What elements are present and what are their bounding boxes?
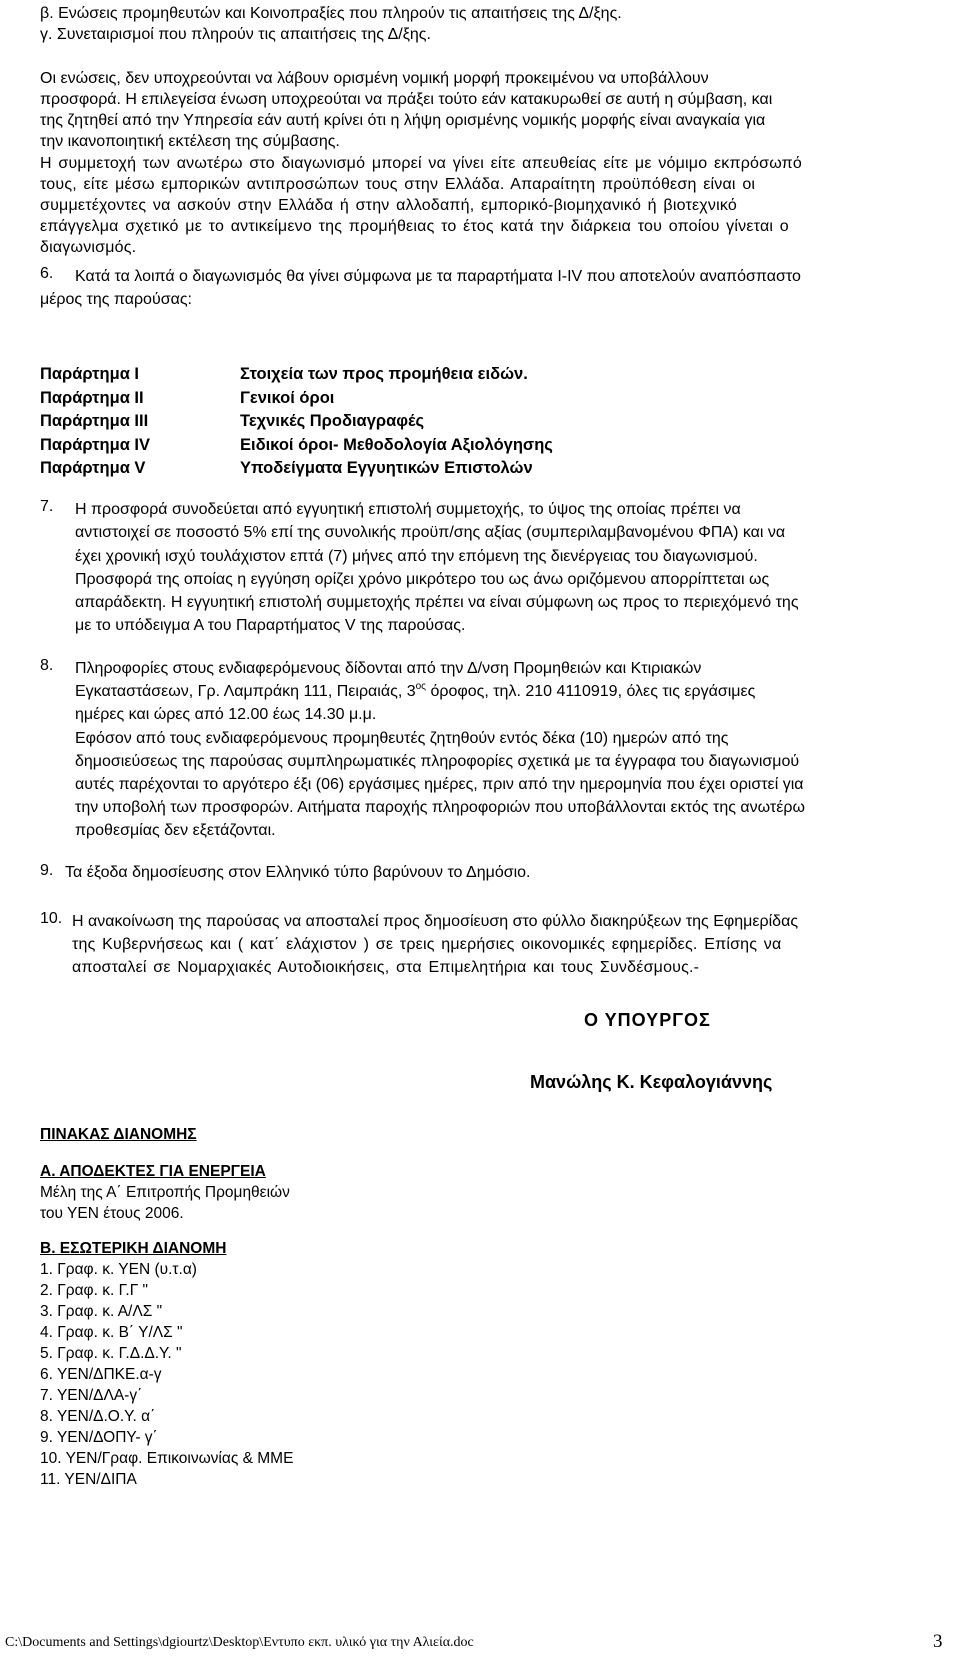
text-line: επάγγελμα σχετικό με το αντικείμενο της προμήθειας το έτος κατά την διάρκεια του οποίου γίνεται ο xyxy=(40,218,789,235)
annex-row xyxy=(40,434,740,458)
participation-paragraph xyxy=(40,153,936,258)
recipient-item: 4. Γραφ. κ. Β΄ Υ/ΛΣ " xyxy=(40,1324,183,1341)
text-line: διαγωνισμός. xyxy=(40,239,137,256)
annex-label: Παράρτημα II xyxy=(40,388,144,407)
item-7-number: 7. xyxy=(40,498,54,515)
recipient-item: 2. Γραφ. κ. Γ.Γ " xyxy=(40,1282,149,1299)
text-line: την ικανοποιητική εκτέλεση της σύμβασης. xyxy=(40,133,340,150)
distribution-table xyxy=(40,1124,460,1490)
item-8-number: 8. xyxy=(40,657,54,674)
text-line: Η ανακοίνωση της παρούσας να αποσταλεί προς δημοσίευση στο φύλλο διακηρύξεων της Εφημερίδας xyxy=(72,913,799,930)
recipient-item: 11. ΥΕΝ/ΔΙΠΑ xyxy=(40,1471,137,1488)
text-line: Προσφορά της οποίας η εγγύηση ορίζει χρόνο μικρότερο του ως άνω οριζόμενου απορρίπτεται ως xyxy=(75,570,770,588)
text-line: αντιστοιχεί σε ποσοστό 5% επί της συνολικής προϋπ/σης αξίας (συμπεριλαμβανομένου ΦΠΑ) και να xyxy=(75,524,786,542)
text-line: Η συμμετοχή των ανωτέρω στο διαγωνισμό μπορεί να γίνει είτε απευθείας είτε με νόμιμο εκπρόσωπό xyxy=(40,155,803,172)
annex-label: Παράρτημα IV xyxy=(40,435,151,454)
item-9-text xyxy=(65,862,936,883)
recipient-item: 6. ΥΕΝ/ΔΠΚΕ.α-γ xyxy=(40,1366,162,1383)
text-line xyxy=(75,680,936,703)
text-line: συμμετέχοντες να ασκούν στην Ελλάδα ή στην αλλοδαπή, εμπορικό-βιομηχανικό ή βιοτεχνικό xyxy=(40,197,737,214)
intro-item-b: β. Ενώσεις προμηθευτών και Κοινοπραξίες που πληρούν τις απαιτήσεις της Δ/ξης. xyxy=(40,5,622,22)
annex-title: Γενικοί όροι xyxy=(240,388,335,407)
text-line: Κατά τα λοιπά ο διαγωνισμός θα γίνει σύμφωνα με τα παραρτήματα I-IV που αποτελούν αναπόσπαστο xyxy=(75,268,801,285)
item-10-text xyxy=(72,910,936,933)
text-line: απαράδεκτη. Η εγγυητική επιστολή συμμετοχής πρέπει να είναι σύμφωνη ως προς το περιεχόμενό της xyxy=(75,594,799,612)
text-line: Τα έξοδα δημοσίευσης στον Ελληνικό τύπο βαρύνουν το Δημόσιο. xyxy=(65,864,531,881)
text-line: αυτές παρέχονται το αργότερο έξι (06) εργάσιμες ημέρες, πριν από την ημερομηνία που έχει οριστεί για xyxy=(75,776,804,794)
address-text: Εγκαταστάσεων, Γρ. Λαμπράκη 111, Πειραιάς, 3 xyxy=(75,683,416,701)
annex-title: Στοιχεία των προς προμήθεια ειδών. xyxy=(240,365,528,383)
signature-title: Ο ΥΠΟΥΡΓΟΣ xyxy=(584,1010,711,1030)
distribution-heading: ΠΙΝΑΚΑΣ ΔΙΑΝΟΜΗΣ xyxy=(40,1126,197,1143)
item-10-number: 10. xyxy=(40,910,63,927)
section-a-title: Α. ΑΠΟΔΕΚΤΕΣ ΓΙΑ ΕΝΕΡΓΕΙΑ xyxy=(40,1163,266,1180)
text-line: έχει χρονική ισχύ τουλάχιστον επτά (7) μήνες από την επόμενη της διενέργειας του διαγωνισμού. xyxy=(75,547,758,565)
item-8-text xyxy=(75,657,936,843)
annex-list xyxy=(40,363,740,481)
text-line: της Κυβερνήσεως και ( κατ΄ ελάχιστον ) σε τρεις ημερήσιες οικονομικές εφημερίδες. Επίσης να xyxy=(72,936,782,953)
text-line: δημοσιεύσεως της παρούσας συμπληρωματικές πληροφορίες σχετικά με τα έγγραφα του διαγωνισμού xyxy=(75,752,800,770)
annex-row xyxy=(40,457,740,481)
intro-list xyxy=(40,3,936,45)
text-line: αποσταλεί σε Νομαρχιακές Αυτοδιοικήσεις, στα Επιμελητήρια και τους Συνδέσμους.- xyxy=(72,959,700,977)
text-line: τους, είτε μέσω εμπορικών αντιπροσώπων τους στην Ελλάδα. Απαραίτητη προϋπόθεση είναι οι xyxy=(40,176,756,193)
text-line: της ζητηθεί από την Υπηρεσία εάν αυτή κρίνει ότι η λήψη ορισμένης νομικής μορφής είναι αναγκαία για xyxy=(40,112,766,129)
text-line: ημέρες και ώρες από 12.00 έως 14.30 μ.μ. xyxy=(75,706,377,724)
annex-label: Παράρτημα V xyxy=(40,459,146,477)
annex-title: Ειδικοί όροι- Μεθοδολογία Αξιολόγησης xyxy=(240,435,553,454)
file-path-footer: C:\Documents and Settings\dgiourtz\Desktop\Εντυπο εκπ. υλικό για την Αλιεία.doc xyxy=(5,1635,474,1650)
item-6-number: 6. xyxy=(40,265,54,282)
annex-title: Τεχνικές Προδιαγραφές xyxy=(240,412,425,430)
text-line: Οι ενώσεις, δεν υποχρεούνται να λάβουν ορισμένη νομική μορφή προκειμένου να υποβάλλουν xyxy=(40,70,709,87)
section-b-title: Β. ΕΣΩΤΕΡΙΚΗ ΔΙΑΝΟΜΗ xyxy=(40,1240,227,1257)
section-a-line: Μέλη της Α΄ Επιτροπής Προμηθειών xyxy=(40,1184,290,1201)
text-line: μέρος της παρούσας: xyxy=(40,291,192,308)
phone-text: όροφος, τηλ. 210 4110919, όλες τις εργάσιμες xyxy=(426,683,756,701)
annex-row xyxy=(40,363,740,387)
recipient-item: 1. Γραφ. κ. ΥΕΝ (υ.τ.α) xyxy=(40,1261,197,1278)
text-line: προθεσμίας δεν εξετάζονται. xyxy=(75,822,276,840)
annex-row xyxy=(40,387,740,411)
recipient-item: 5. Γραφ. κ. Γ.Δ.Δ.Υ. " xyxy=(40,1345,182,1362)
item-10-continuation xyxy=(72,933,936,979)
item-9-number: 9. xyxy=(40,862,54,879)
text-line: Εφόσον από τους ενδιαφερόμενους προμηθευτές ζητηθούν εντός δέκα (10) ημερών από της xyxy=(75,729,729,747)
recipient-item: 9. ΥΕΝ/ΔΟΠΥ- γ΄ xyxy=(40,1429,158,1446)
text-line: Η προσφορά συνοδεύεται από εγγυητική επιστολή συμμετοχής, το ύψος της οποίας πρέπει να xyxy=(75,501,741,518)
text-line: με το υπόδειγμα Α του Παραρτήματος V της παρούσας. xyxy=(75,617,466,635)
signature-name: Μανώλης Κ. Κεφαλογιάννης xyxy=(530,1072,773,1092)
recipient-item: 3. Γραφ. κ. Α/ΛΣ " xyxy=(40,1303,163,1320)
annex-row xyxy=(40,410,740,434)
unions-paragraph xyxy=(40,68,936,152)
intro-item-g: γ. Συνεταιρισμοί που πληρούν τις απαιτήσεις της Δ/ξης. xyxy=(40,26,431,43)
annex-title: Υποδείγματα Εγγυητικών Επιστολών xyxy=(240,459,533,477)
annex-label: Παράρτημα I xyxy=(40,365,140,383)
recipient-item: 10. ΥΕΝ/Γραφ. Επικοινωνίας & ΜΜΕ xyxy=(40,1450,294,1467)
recipient-item: 8. ΥΕΝ/Δ.Ο.Υ. α΄ xyxy=(40,1408,156,1425)
section-a-line: του ΥΕΝ έτους 2006. xyxy=(40,1205,184,1222)
annex-label: Παράρτημα III xyxy=(40,412,149,430)
floor-suffix: ος xyxy=(415,681,426,693)
recipient-item: 7. ΥΕΝ/ΔΛΑ-γ΄ xyxy=(40,1387,143,1404)
text-line: την υποβολή των προσφορών. Αιτήματα παροχής πληροφοριών που υποβάλλονται εκτός της ανωτέρω xyxy=(75,799,805,817)
page-number: 3 xyxy=(933,1631,943,1652)
item-7-text xyxy=(75,498,936,638)
text-line: προσφορά. Η επιλεγείσα ένωση υποχρεούται να πράξει τούτο εάν κατακυρωθεί σε αυτή η σύμβαση, και xyxy=(40,91,773,108)
item-6-text xyxy=(40,265,936,311)
text-line: Πληροφορίες στους ενδιαφερόμενους δίδονται από την Δ/νση Προμηθειών και Κτιριακών xyxy=(75,660,702,677)
